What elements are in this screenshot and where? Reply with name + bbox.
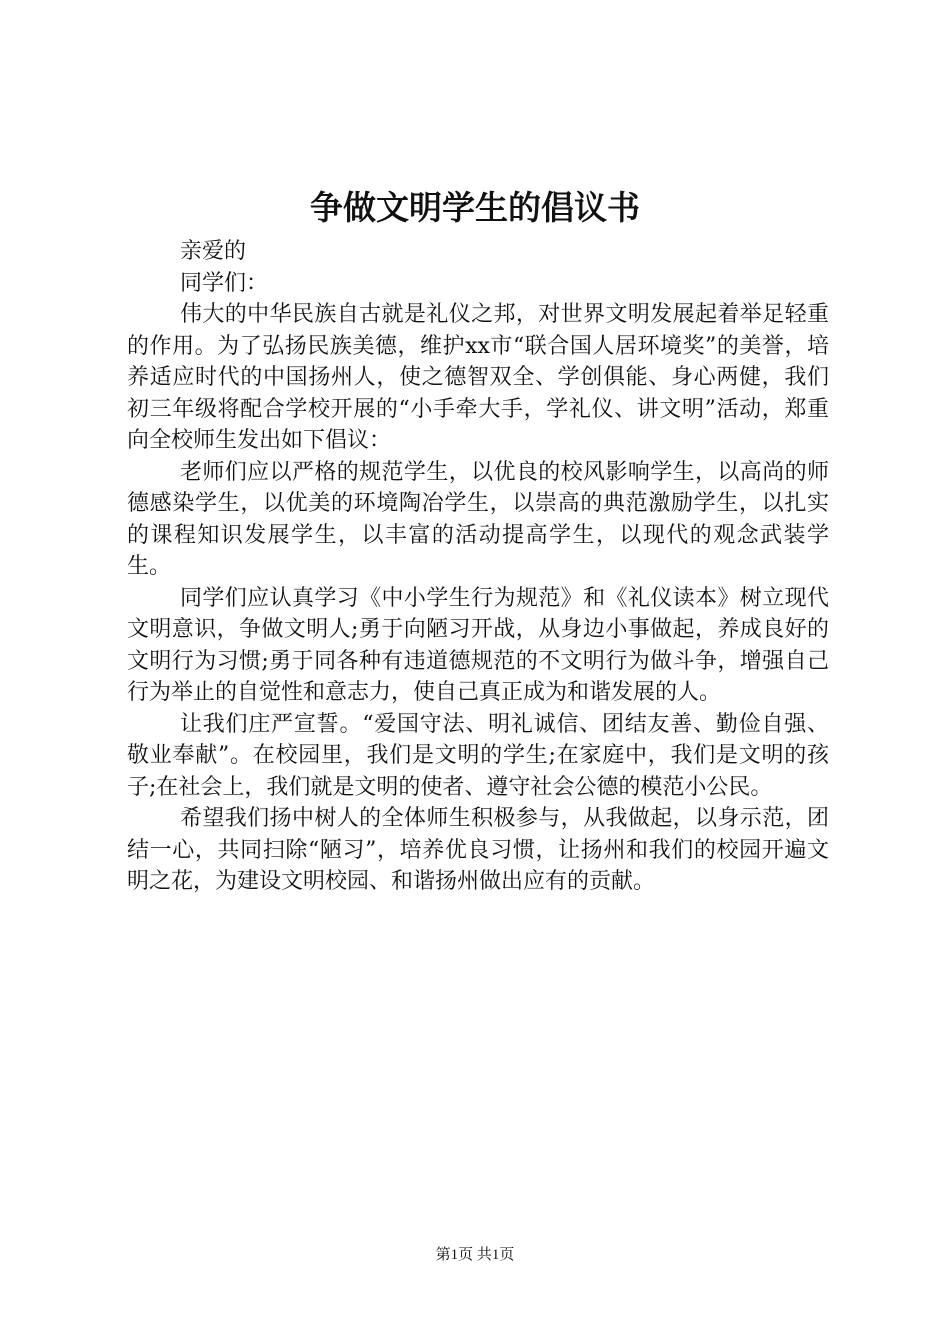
paragraph-5: 希望我们扬中树人的全体师生积极参与，从我做起，以身示范，团结一心，共同扫除“陋习”，培养优良习惯，让扬州和我们的校园开遍文明之花，为建设文明校园、和谐扬州做出应有的贡献。 xyxy=(127,806,829,894)
paragraph-3: 同学们应认真学习《中小学生行为规范》和《礼仪读本》树立现代文明意识，争做文明人;勇于向陋习开战，从身边小事做起，养成良好的文明行为习惯;勇于同各种有违道德规范的不文明行为做斗争，增强自己行为举止的自觉性和意志力，使自己真正成为和谐发展的人。 xyxy=(127,585,829,705)
page-number-footer: 第1页 共1页 xyxy=(435,1247,515,1263)
paragraph-2: 老师们应以严格的规范学生，以优良的校风影响学生，以高尚的师德感染学生，以优美的环境陶冶学生，以崇高的典范激励学生，以扎实的课程知识发展学生，以丰富的活动提高学生，以现代的观念武装学生。 xyxy=(127,459,829,579)
salutation-line-2: 同学们： xyxy=(180,270,269,296)
paragraph-1: 伟大的中华民族自古就是礼仪之邦，对世界文明发展起着举足轻重的作用。为了弘扬民族美德，维护xx市“联合国人居环境奖”的美誉，培养适应时代的中国扬州人，使之德智双全、学创俱能、身心两健，我们初三年级将配合学校开展的“小手牵大手，学礼仪、讲文明”活动，郑重向全校师生发出如下倡议： xyxy=(127,302,829,453)
document-title: 争做文明学生的倡议书 xyxy=(310,188,640,227)
document-body xyxy=(127,236,829,898)
paragraph-4: 让我们庄严宣誓。“爱国守法、明礼诚信、团结友善、勤俭自强、敬业奉献”。在校园里，我们是文明的学生;在家庭中，我们是文明的孩子;在社会上，我们就是文明的使者、遵守社会公德的模范小公民。 xyxy=(127,711,829,800)
salutation-line-1: 亲爱的 xyxy=(180,239,247,264)
